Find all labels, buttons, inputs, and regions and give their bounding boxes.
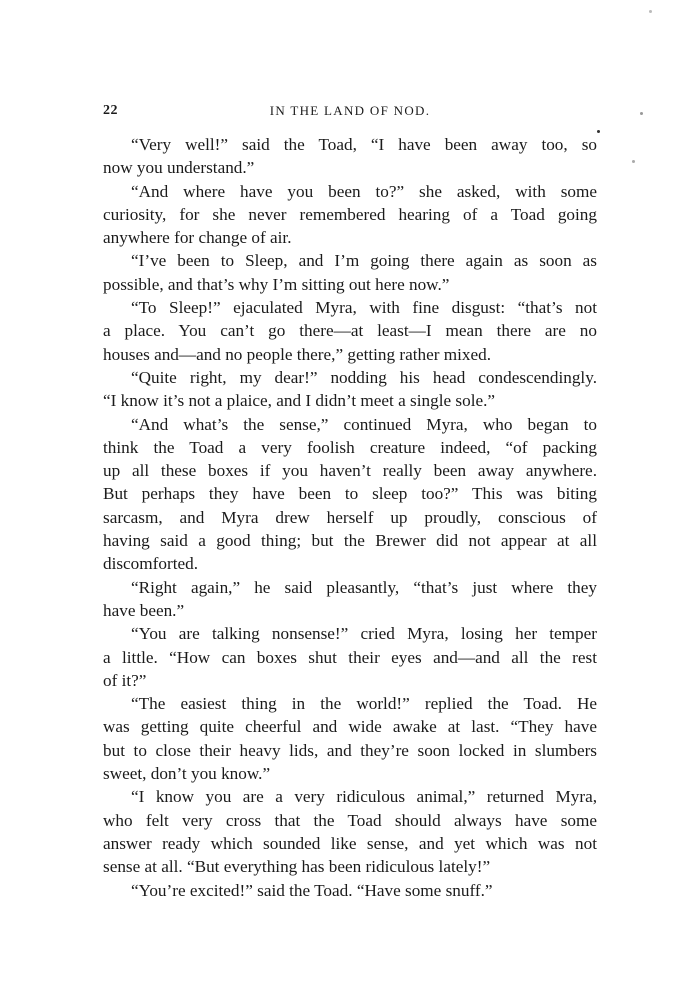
text-line: “And where have you been to?” she asked, with some xyxy=(131,181,597,201)
text-line: have been.” xyxy=(103,600,185,620)
text-line: “Quite right, my dear!” nodding his head condescendingly. xyxy=(131,367,597,387)
paper-speck xyxy=(640,112,643,115)
text-line: sarcasm, and Myra drew herself up proudly, conscious of xyxy=(103,507,597,527)
paper-speck xyxy=(597,130,600,133)
text-line: a place. You can’t go there—at least—I mean there are no xyxy=(103,321,597,341)
text-line: curiosity, for she never remembered hearing of a Toad going xyxy=(103,204,597,224)
paper-speck xyxy=(649,10,652,13)
text-line: “I know you are a very ridiculous animal,” returned Myra, xyxy=(131,787,597,807)
page-header xyxy=(103,103,597,123)
text-line: But perhaps they have been to sleep too?” This was biting xyxy=(103,484,597,504)
text-body xyxy=(103,133,597,902)
text-line: who felt very cross that the Toad should always have some xyxy=(103,810,597,830)
text-line: “You’re excited!” said the Toad. “Have some snuff.” xyxy=(131,880,493,900)
text-line: houses and—and no people there,” getting rather mixed. xyxy=(103,344,492,364)
text-line: think the Toad a very foolish creature indeed, “of packing xyxy=(103,437,597,457)
text-line: possible, and that’s why I’m sitting out here now.” xyxy=(103,274,450,294)
text-line: but to close their heavy lids, and they’re soon locked in slumbers xyxy=(103,740,597,760)
text-line: of it?” xyxy=(103,670,147,690)
text-line: up all these boxes if you haven’t really been away anywhere. xyxy=(103,461,597,481)
text-line: having said a good thing; but the Brewer did not appear at all xyxy=(103,531,597,551)
text-line: “I know it’s not a plaice, and I didn’t meet a single sole.” xyxy=(103,391,496,411)
text-line: “You are talking nonsense!” cried Myra, losing her temper xyxy=(131,624,597,644)
text-line: sweet, don’t you know.” xyxy=(103,764,271,784)
text-line: “To Sleep!” ejaculated Myra, with fine disgust: “that’s not xyxy=(131,298,597,318)
text-line: “Very well!” said the Toad, “I have been away too, so xyxy=(131,135,597,154)
text-line: anywhere for change of air. xyxy=(103,228,292,248)
text-line: “Right again,” he said pleasantly, “that’s just where they xyxy=(131,577,597,597)
text-line: answer ready which sounded like sense, and yet which was not xyxy=(103,833,597,853)
text-line: a little. “How can boxes shut their eyes and—and all the rest xyxy=(103,647,597,667)
text-line: was getting quite cheerful and wide awake at last. “They have xyxy=(103,717,597,737)
text-line: discomforted. xyxy=(103,554,198,574)
text-line: “I’ve been to Sleep, and I’m going there again as soon as xyxy=(131,251,597,271)
running-title: IN THE LAND OF NOD. xyxy=(269,103,431,118)
page-number: 22 xyxy=(103,103,118,118)
paper-speck xyxy=(632,160,635,163)
text-line: now you understand.” xyxy=(103,158,255,178)
text-line: “And what’s the sense,” continued Myra, who began to xyxy=(131,414,597,434)
text-line: “The easiest thing in the world!” replied the Toad. He xyxy=(131,694,597,714)
text-line: sense at all. “But everything has been ridiculous lately!” xyxy=(103,857,491,877)
